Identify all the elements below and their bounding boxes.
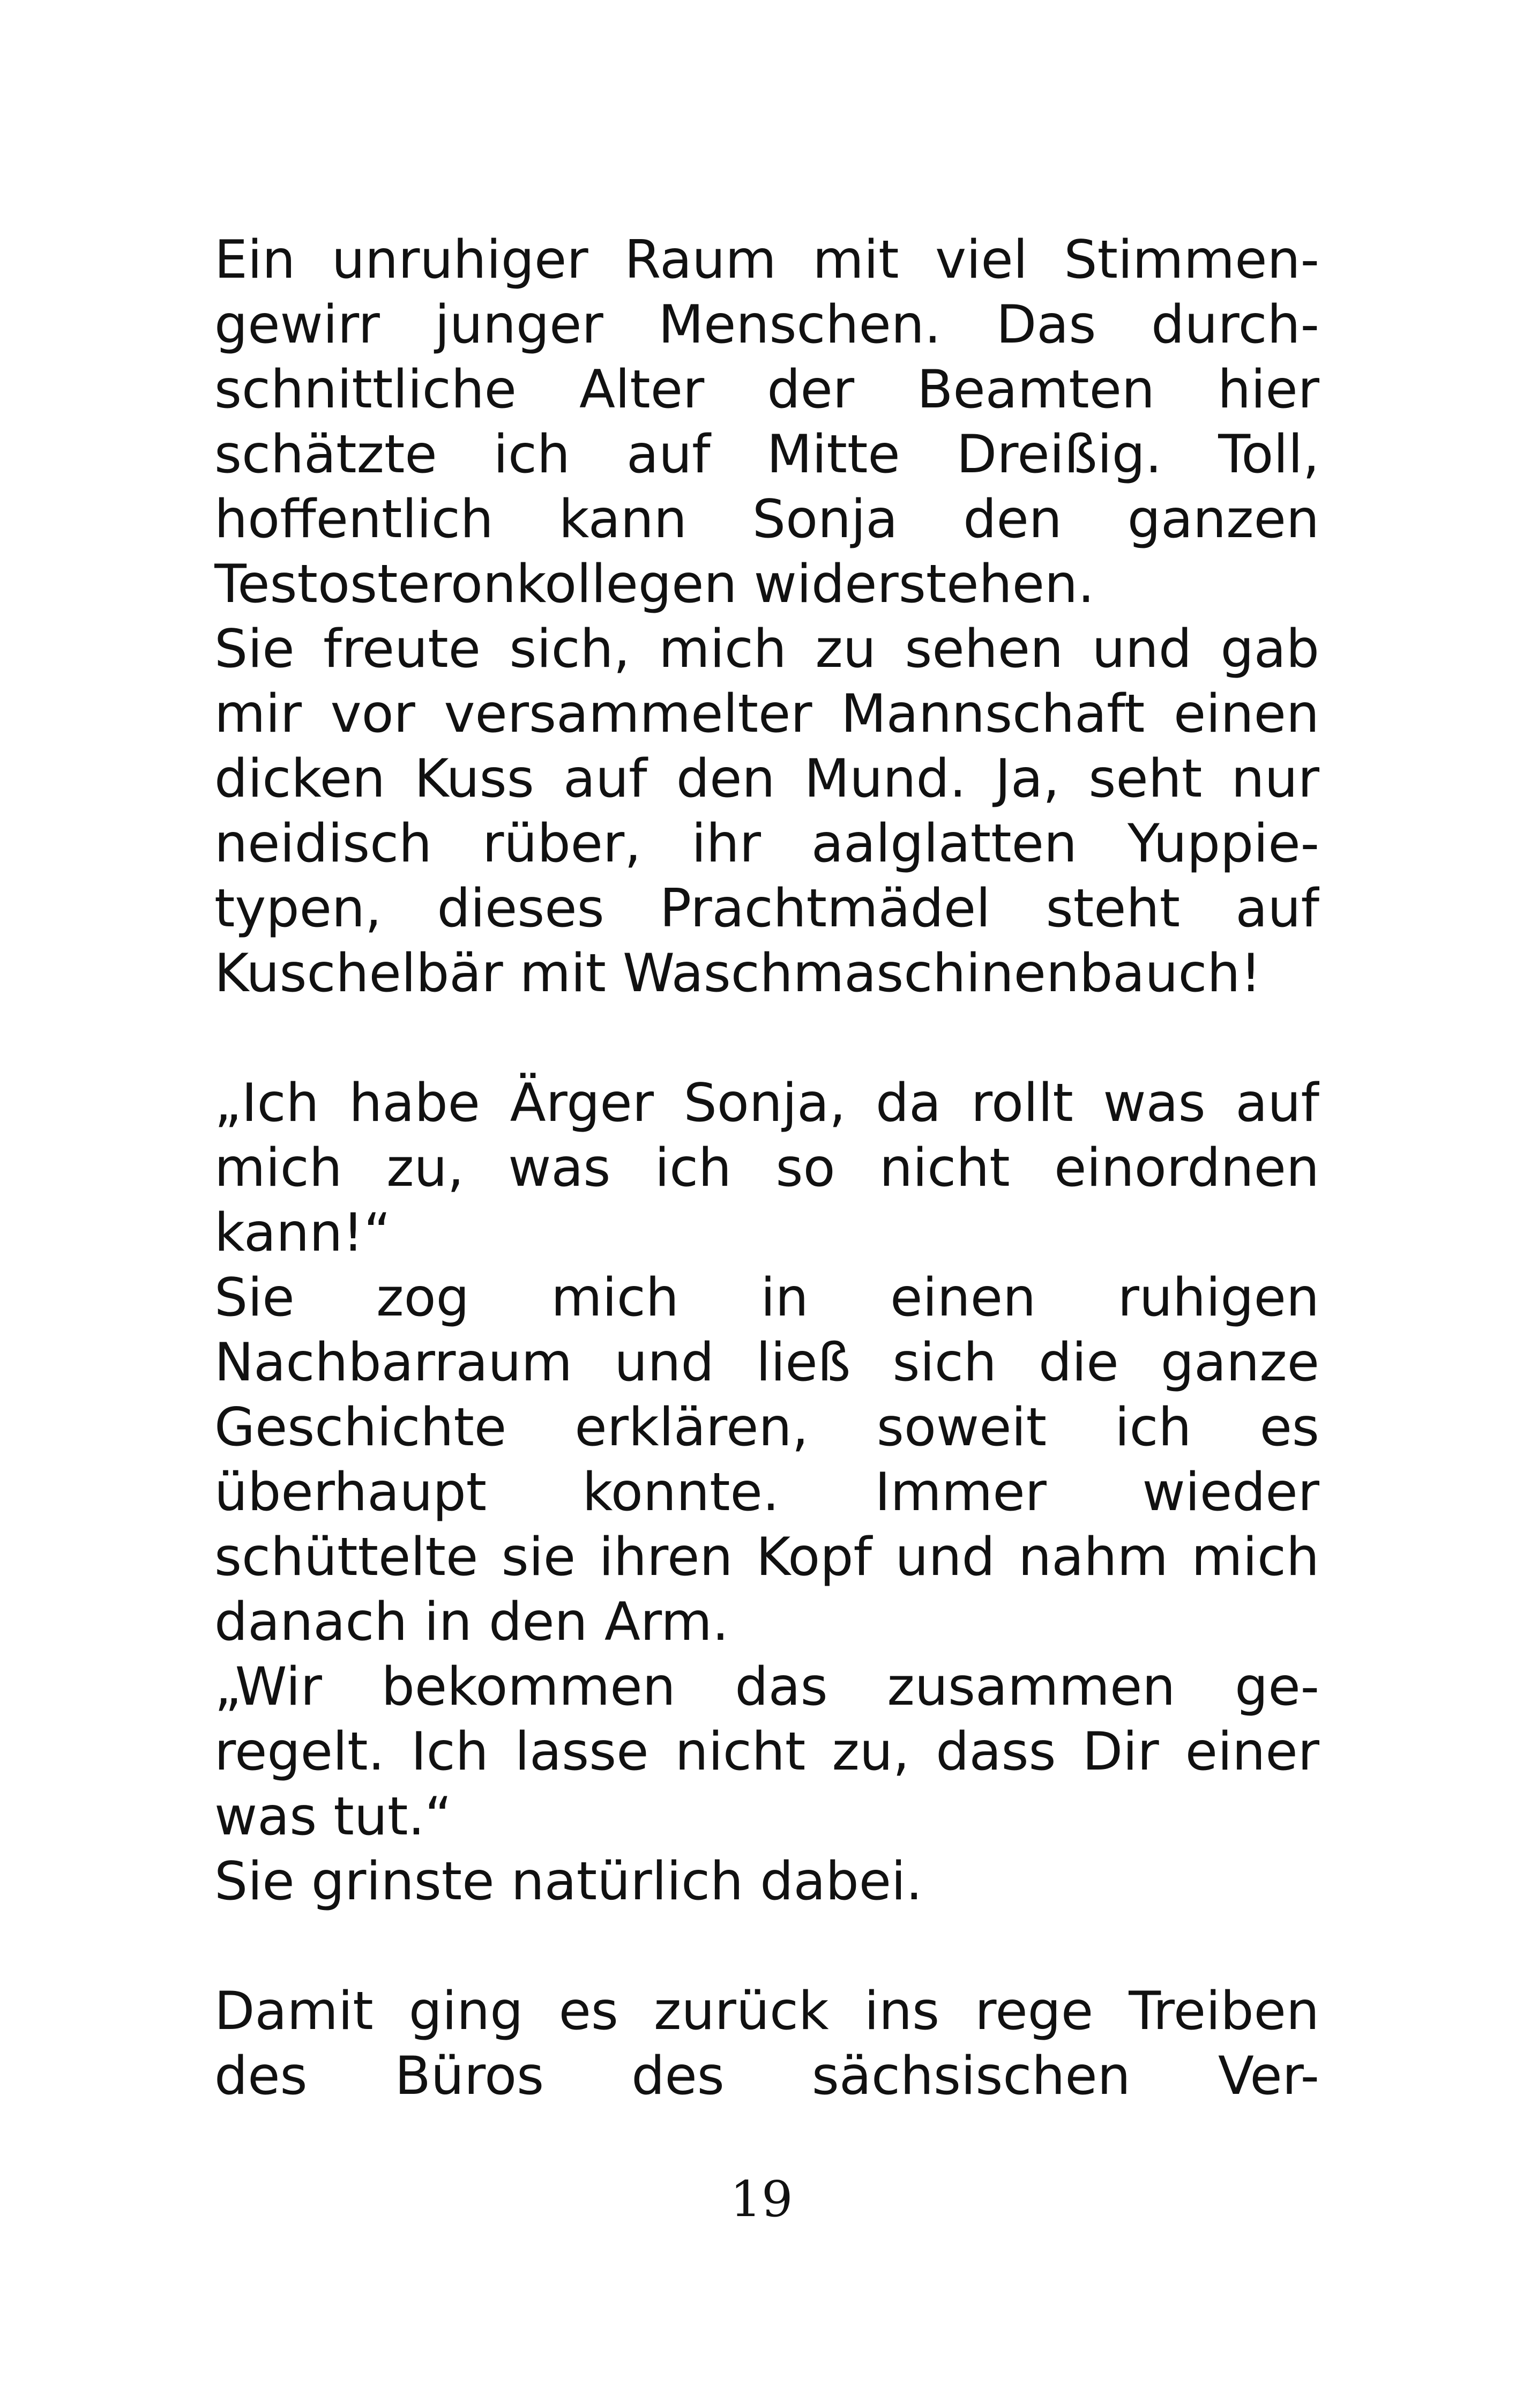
- text-line: schätzte ich auf Mitte Dreißig. Toll,: [214, 424, 1319, 485]
- text-line: Sie grinste natürlich dabei.: [214, 1851, 923, 1912]
- text-line: Sie zog mich in einen ruhigen: [214, 1267, 1319, 1328]
- text-line: regelt. Ich lasse nicht zu, dass Dir einer: [214, 1721, 1319, 1782]
- body-text: [214, 228, 1319, 2109]
- text-line: „Wir bekommen das zusammen ge-: [214, 1656, 1319, 1718]
- page-number: 19: [730, 2171, 793, 2228]
- text-line: danach in den Arm.: [214, 1592, 729, 1653]
- text-line: hoffentlich kann Sonja den ganzen: [214, 489, 1319, 550]
- text-line: des Büros des sächsischen Ver-: [214, 2046, 1319, 2107]
- text-line: überhaupt konnte. Immer wieder: [214, 1462, 1319, 1523]
- text-line: kann!“: [214, 1202, 391, 1264]
- text-line: schüttelte sie ihren Kopf und nahm mich: [214, 1527, 1319, 1588]
- text-line: Nachbarraum und ließ sich die ganze: [214, 1332, 1319, 1393]
- text-line: mich zu, was ich so nicht einordnen: [214, 1138, 1319, 1199]
- text-line: Geschichte erklären, soweit ich es: [214, 1397, 1319, 1458]
- text-line: typen, dieses Prachtmädel steht auf: [214, 878, 1319, 939]
- text-line: „Ich habe Ärger Sonja, da rollt was auf: [214, 1073, 1319, 1134]
- paragraph-gap: [214, 1006, 1319, 1071]
- text-line: Sie freute sich, mich zu sehen und gab: [214, 619, 1319, 680]
- text-line: gewirr junger Menschen. Das durch-: [214, 294, 1319, 355]
- text-line: Damit ging es zurück ins rege Treiben: [214, 1981, 1319, 2042]
- text-line: Kuschelbär mit Waschmaschinenbauch!: [214, 943, 1261, 1004]
- text-line: schnittliche Alter der Beamten hier: [214, 359, 1319, 420]
- text-line: mir vor versammelter Mannschaft einen: [214, 683, 1319, 745]
- text-line: was tut.“: [214, 1786, 452, 1847]
- text-line: dicken Kuss auf den Mund. Ja, seht nur: [214, 748, 1319, 809]
- text-line: neidisch rüber, ihr aalglatten Yuppie-: [214, 813, 1319, 874]
- paragraph-gap: [214, 1914, 1319, 1979]
- text-line: Ein unruhiger Raum mit viel Stimmen-: [214, 229, 1319, 291]
- text-line: Testosteronkollegen widerstehen.: [214, 554, 1095, 615]
